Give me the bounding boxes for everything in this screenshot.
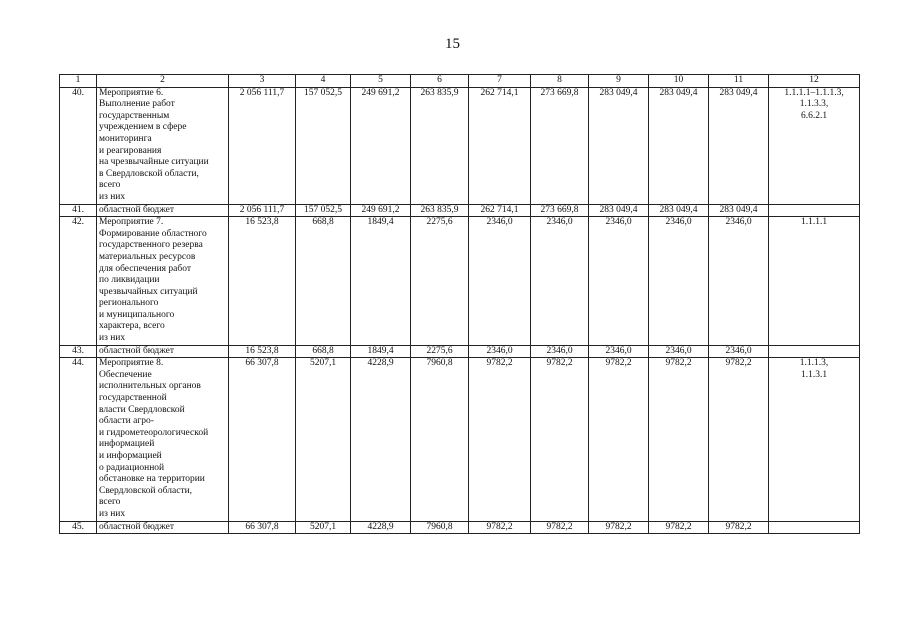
row-name-line: материальных ресурсов: [99, 251, 196, 262]
row-name-line: Свердловской области,: [99, 485, 193, 496]
value-cell: 2346,0: [649, 217, 709, 346]
target-ref-cell: [769, 358, 860, 521]
target-ref-line: 1.1.3.3,: [799, 99, 829, 110]
value-cell: 4228,9: [351, 358, 411, 521]
value-cell: 157 052,5: [296, 204, 351, 217]
value-cell: 2346,0: [589, 345, 649, 358]
value-cell: 9782,2: [469, 521, 531, 534]
value-cell: 9782,2: [589, 358, 649, 521]
row-name-line: на чрезвычайные ситуации: [99, 157, 209, 168]
value-cell: 249 691,2: [351, 204, 411, 217]
row-name-line: информацией: [99, 439, 155, 450]
page-number: 15: [445, 36, 460, 52]
column-header: 2: [97, 75, 229, 88]
value-cell: 283 049,4: [709, 87, 769, 204]
value-cell: 9782,2: [649, 521, 709, 534]
target-ref-line: 1.1.1.1–1.1.1.3,: [784, 87, 844, 98]
table-row: [60, 217, 860, 346]
value-cell: 263 835,9: [411, 204, 469, 217]
value-cell: 1849,4: [351, 217, 411, 346]
value-cell: 7960,8: [411, 521, 469, 534]
row-name-line: государственным: [99, 110, 170, 121]
value-cell: 668,8: [296, 345, 351, 358]
row-name-line: из них: [99, 333, 126, 344]
row-name-line: власти Свердловской: [99, 404, 185, 415]
row-name-line: Мероприятие 8.: [99, 358, 164, 369]
row-name-line: из них: [99, 508, 126, 519]
row-number: 43.: [60, 345, 97, 358]
value-cell: 9782,2: [469, 358, 531, 521]
row-name-line: обстановке на территории: [99, 474, 205, 485]
row-name-line: Мероприятие 7.: [99, 217, 164, 228]
value-cell: 273 669,8: [531, 204, 589, 217]
row-number: 40.: [60, 87, 97, 204]
column-header: 11: [709, 75, 769, 88]
value-cell: 157 052,5: [296, 87, 351, 204]
row-name-line: о радиационной: [99, 462, 165, 473]
value-cell: 5207,1: [296, 358, 351, 521]
budget-table: [59, 74, 860, 534]
value-cell: 9782,2: [531, 358, 589, 521]
value-cell: 9782,2: [709, 521, 769, 534]
value-cell: 2346,0: [709, 345, 769, 358]
value-cell: 283 049,4: [649, 87, 709, 204]
column-header: 12: [769, 75, 860, 88]
row-name-line: и реагирования: [99, 145, 162, 156]
value-cell: 668,8: [296, 217, 351, 346]
row-name-line: Обеспечение: [99, 369, 152, 380]
target-ref-line: 1.1.1.3,: [799, 358, 829, 369]
column-header: 5: [351, 75, 411, 88]
row-name-line: и информацией: [99, 451, 162, 461]
row-name-line: из них: [99, 191, 126, 202]
column-header: 3: [229, 75, 296, 88]
table-row: [60, 345, 860, 358]
column-header: 10: [649, 75, 709, 88]
column-header: 6: [411, 75, 469, 88]
target-ref-cell: [769, 87, 860, 204]
value-cell: 249 691,2: [351, 87, 411, 204]
row-name-line: всего: [99, 180, 121, 191]
value-cell: 2346,0: [531, 345, 589, 358]
value-cell: 2346,0: [589, 217, 649, 346]
row-name-line: областной бюджет: [99, 521, 175, 532]
row-name: [97, 204, 229, 217]
value-cell: 2 056 111,7: [229, 87, 296, 204]
target-ref-cell: [769, 204, 860, 217]
value-cell: 273 669,8: [531, 87, 589, 204]
value-cell: 2346,0: [531, 217, 589, 346]
value-cell: 16 523,8: [229, 345, 296, 358]
row-name: [97, 358, 229, 521]
row-number: 45.: [60, 521, 97, 534]
target-ref-line: 1.1.1.1: [800, 217, 828, 228]
value-cell: 2346,0: [469, 217, 531, 346]
row-name-line: государственной: [99, 393, 167, 404]
value-cell: 9782,2: [589, 521, 649, 534]
value-cell: 2275,6: [411, 217, 469, 346]
row-name: [97, 217, 229, 346]
value-cell: 66 307,8: [229, 521, 296, 534]
row-number: 44.: [60, 358, 97, 521]
row-number: 41.: [60, 204, 97, 217]
value-cell: 9782,2: [709, 358, 769, 521]
row-name-line: характера, всего: [99, 321, 165, 332]
table-row: [60, 521, 860, 534]
row-name-line: для обеспечения работ: [99, 263, 191, 274]
value-cell: 262 714,1: [469, 204, 531, 217]
row-name: [97, 521, 229, 534]
row-name-line: области агро-: [99, 416, 154, 427]
table-body: [60, 75, 860, 534]
row-name-line: регионального: [99, 298, 159, 309]
column-header: 1: [60, 75, 97, 88]
column-header: 7: [469, 75, 531, 88]
table-row: [60, 87, 860, 204]
row-name: [97, 345, 229, 358]
row-name-line: государственного резерва: [99, 240, 203, 251]
target-ref-cell: [769, 521, 860, 534]
header-row: [60, 75, 860, 88]
target-ref-line: 6.6.2.1: [800, 110, 828, 121]
value-cell: 9782,2: [531, 521, 589, 534]
value-cell: 2346,0: [709, 217, 769, 346]
value-cell: 262 714,1: [469, 87, 531, 204]
table-row: [60, 358, 860, 521]
value-cell: 2346,0: [469, 345, 531, 358]
row-number: 42.: [60, 217, 97, 346]
table-row: [60, 204, 860, 217]
value-cell: 1849,4: [351, 345, 411, 358]
target-ref-line: 1.1.3.1: [800, 369, 828, 380]
column-header: 8: [531, 75, 589, 88]
row-name: [97, 87, 229, 204]
value-cell: 5207,1: [296, 521, 351, 534]
row-name-line: Выполнение работ: [99, 99, 175, 110]
column-header: 4: [296, 75, 351, 88]
value-cell: 9782,2: [649, 358, 709, 521]
row-name-line: исполнительных органов: [99, 381, 201, 392]
row-name-line: в Свердловской области,: [99, 168, 199, 179]
row-name-line: Формирование областного: [99, 228, 207, 239]
value-cell: 2346,0: [649, 345, 709, 358]
row-name-line: и гидрометеорологической: [99, 427, 209, 438]
value-cell: 283 049,4: [589, 87, 649, 204]
value-cell: 283 049,4: [709, 204, 769, 217]
target-ref-cell: [769, 217, 860, 346]
row-name-line: областной бюджет: [99, 345, 175, 356]
row-name-line: по ликвидации: [99, 275, 160, 286]
value-cell: 66 307,8: [229, 358, 296, 521]
row-name-line: мониторинга: [99, 133, 152, 144]
column-header: 9: [589, 75, 649, 88]
value-cell: 2275,6: [411, 345, 469, 358]
value-cell: 4228,9: [351, 521, 411, 534]
value-cell: 283 049,4: [649, 204, 709, 217]
row-name-line: чрезвычайных ситуаций: [99, 286, 198, 297]
target-ref-cell: [769, 345, 860, 358]
row-name-line: всего: [99, 497, 121, 508]
value-cell: 16 523,8: [229, 217, 296, 346]
value-cell: 2 056 111,7: [229, 204, 296, 217]
value-cell: 283 049,4: [589, 204, 649, 217]
row-name-line: учреждением в сфере: [99, 122, 187, 133]
row-name-line: и муниципального: [99, 309, 175, 320]
row-name-line: областной бюджет: [99, 204, 175, 215]
value-cell: 7960,8: [411, 358, 469, 521]
value-cell: 263 835,9: [411, 87, 469, 204]
row-name-line: Мероприятие 6.: [99, 87, 164, 98]
